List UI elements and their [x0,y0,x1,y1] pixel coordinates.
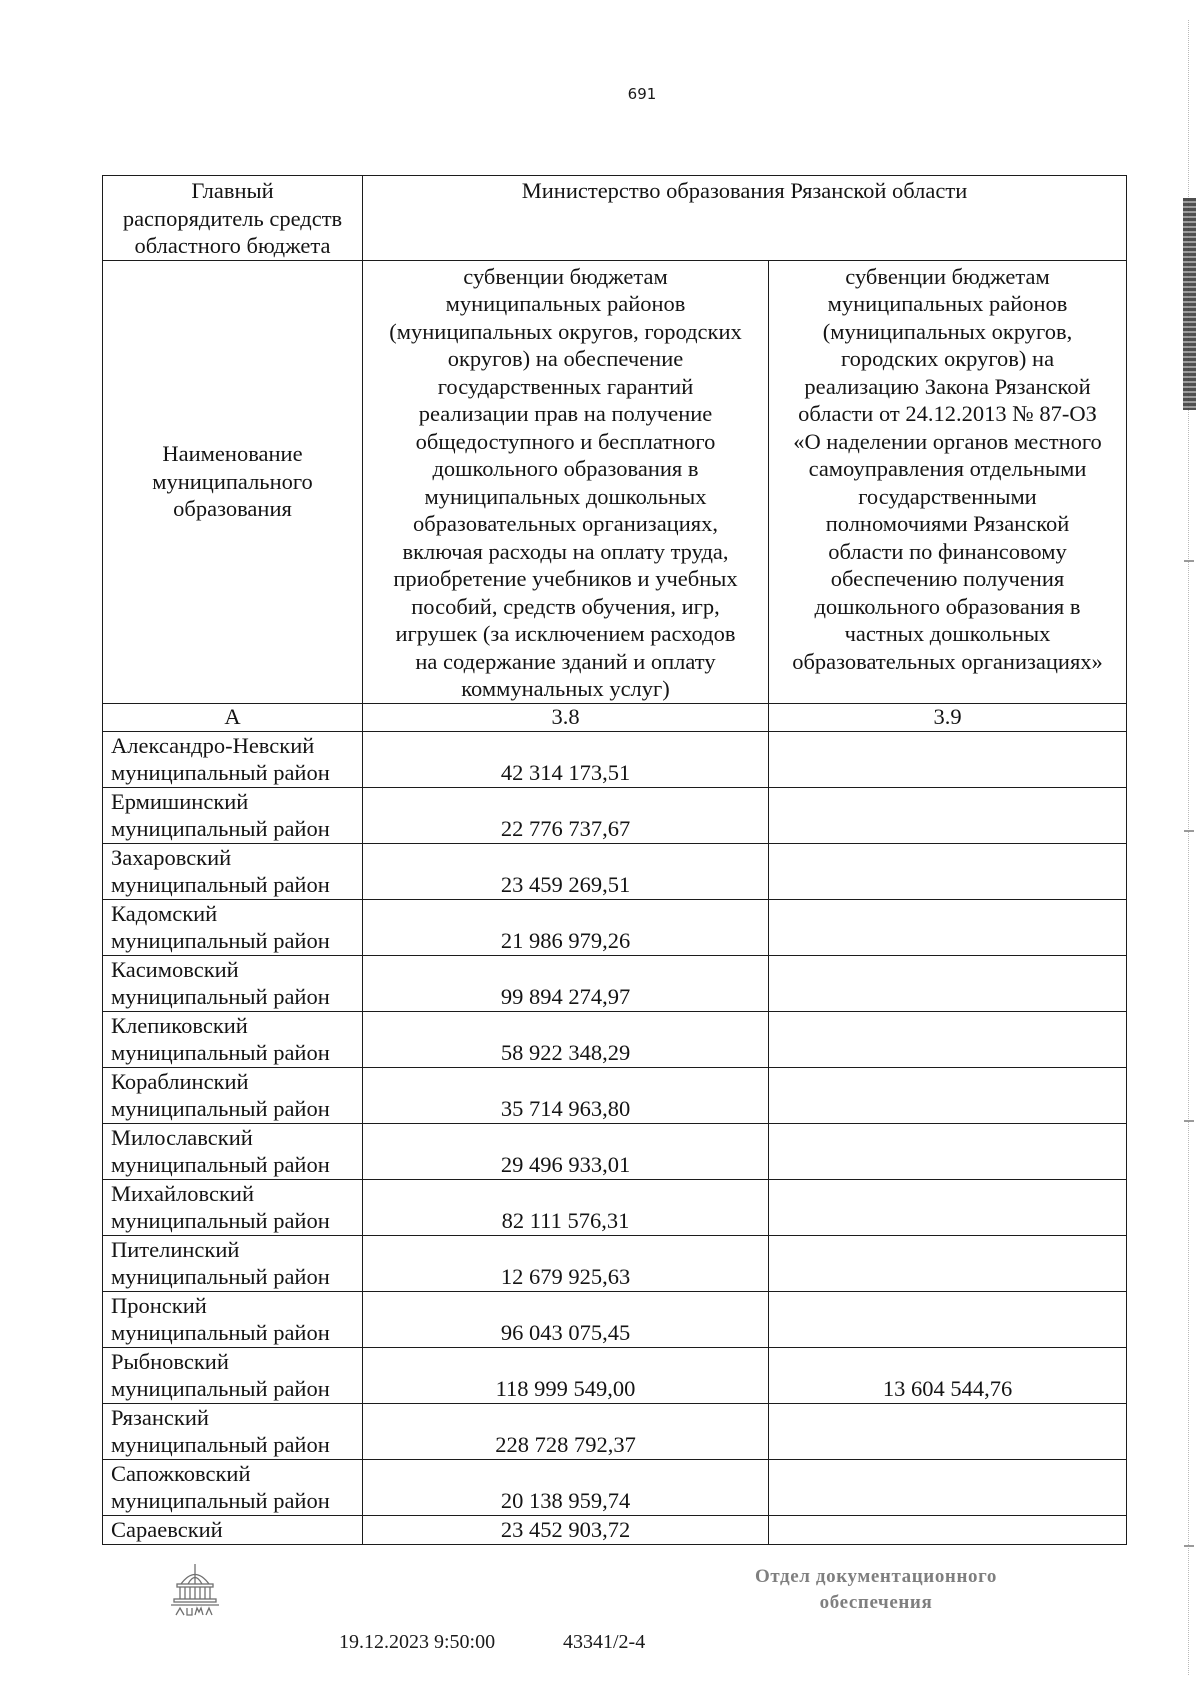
column-3-9-header-line: обеспечению получения [830,566,1065,591]
value-3-9-cell [769,1347,1127,1403]
municipality-name-line: муниципальный район [111,1096,330,1121]
table-row [103,1291,1127,1347]
column-3-9-header-line: области по финансовому [828,538,1067,564]
column-3-9-header-line: дошкольного образования в [814,593,1081,619]
column-3-9-header-line: полномочиями Рязанской [825,511,1070,536]
column-3-8-header-line: общедоступного и бесплатного [415,428,716,454]
column-3-8-header-line: пособий, средств обучения, игр, [411,593,720,619]
subvention-table [102,175,1127,1545]
column-3-8-header-line: субвенции бюджетам [463,263,668,289]
value-3-8-cell [363,955,769,1011]
value-3-8: 228 728 792,37 [495,1432,636,1457]
value-3-8-cell [363,787,769,843]
municipality-name-line: Кадомский [111,900,218,926]
column-3-8-header-line: приобретение учебников и учебных [393,566,738,591]
value-3-8: 22 776 737,67 [500,816,631,841]
municipality-name-line: муниципальный район [111,1488,330,1513]
value-3-9-cell [769,1235,1127,1291]
column-code-a: А [103,703,363,731]
column-3-8-header [363,260,769,703]
column-3-9-header-line: государственными [858,483,1037,509]
column-3-9-header-line: (муниципальных округов, [822,318,1073,344]
table-row [103,1347,1127,1403]
value-3-8-cell [363,1403,769,1459]
municipality-name-line: Касимовский [111,956,239,982]
table-row [103,787,1127,843]
value-3-8-cell [363,1291,769,1347]
table-row [103,1123,1127,1179]
value-3-9-cell [769,1123,1127,1179]
value-3-8: 20 138 959,74 [500,1488,631,1513]
scan-edge-mark [1184,1120,1194,1122]
column-3-9-header-line: муниципальных районов [827,291,1068,316]
column-3-9-header-line: субвенции бюджетам [845,263,1050,289]
name-column-header [103,260,363,703]
table-row [103,899,1127,955]
value-3-8-cell [363,1459,769,1515]
municipality-name-line: Пронский [111,1292,207,1318]
table-row [103,1067,1127,1123]
column-3-9-header-line: «О наделении органов местного [793,428,1102,454]
municipality-name-cell [103,1459,363,1515]
value-3-8-cell [363,731,769,787]
column-3-9-header-line: самоуправления отдельными [808,456,1087,481]
municipality-name-line: Сапожковский [111,1460,251,1486]
column-3-9-header-line: городских округов) на [840,346,1055,371]
value-3-8-cell [363,1123,769,1179]
scan-edge-mark [1184,830,1194,832]
municipality-name-line: Михайловский [111,1180,254,1206]
column-header-row [103,260,1127,703]
table-row [103,955,1127,1011]
value-3-9-cell [769,1067,1127,1123]
municipality-name-line: Александро-Невский [111,732,315,758]
name-header-line: муниципального [152,468,313,494]
value-3-9-cell [769,1403,1127,1459]
table-row [103,1403,1127,1459]
municipality-name-line: Клепиковский [111,1012,248,1038]
municipality-name-line: муниципальный район [111,872,330,897]
column-3-9-header-line: реализацию Закона Рязанской [804,373,1091,399]
distributor-value: Министерство образования Рязанской области [521,178,968,203]
column-3-8-header-line: реализации прав на получение [418,401,713,426]
value-3-8: 118 999 549,00 [495,1376,636,1401]
scan-edge-mark [1184,560,1194,562]
department-stamp [730,1564,1022,1616]
distributor-label-line: Главный [191,178,274,203]
municipality-name-line: муниципальный район [111,1040,330,1065]
municipality-name-line: муниципальный район [111,1264,330,1289]
value-3-8: 82 111 576,31 [501,1208,630,1233]
value-3-8: 29 496 933,01 [500,1152,631,1177]
column-3-8-header-line: муниципальных дошкольных [424,483,707,509]
value-3-8: 12 679 925,63 [500,1264,631,1289]
column-3-8-header-line: на содержание зданий и оплату [415,648,716,674]
value-3-8-cell [363,843,769,899]
column-code-3-9: 3.9 [769,703,1127,731]
column-3-8-header-line: коммунальных услуг) [461,676,670,701]
municipality-name-cell [103,1347,363,1403]
column-3-8-header-line: (муниципальных округов, городских [389,318,742,344]
municipality-name-cell [103,1235,363,1291]
municipality-name-line: Сараевский [111,1517,223,1542]
column-code-row [103,703,1127,731]
value-3-9-cell [769,1011,1127,1067]
municipality-name-line: муниципальный район [111,816,330,841]
value-3-9: 13 604 544,76 [882,1376,1013,1401]
municipality-name-line: Рязанский [111,1404,209,1430]
municipality-name-line: Милославский [111,1124,253,1150]
name-header-line: Наименование [162,441,303,467]
table-row [103,1459,1127,1515]
municipality-name-cell [103,955,363,1011]
municipality-name-line: Пителинский [111,1236,240,1262]
value-3-8: 99 894 274,97 [500,984,631,1009]
footer-document-number: 43341/2-4 [563,1631,646,1653]
value-3-8: 21 986 979,26 [500,928,631,953]
value-3-9-cell [769,1459,1127,1515]
municipality-name-line: муниципальный район [111,1432,330,1457]
stamp-line: обеспечения [819,1592,933,1613]
distributor-value-cell [363,176,1127,261]
value-3-9-cell [769,1515,1127,1544]
duma-logo [168,1562,222,1618]
municipality-name-line: муниципальный район [111,1152,330,1177]
value-3-8-cell [363,1347,769,1403]
value-3-9-cell [769,843,1127,899]
column-3-8-header-line: образовательных организациях, [413,511,718,536]
value-3-8: 42 314 173,51 [500,760,631,785]
scan-edge-bar [1183,198,1196,410]
column-3-8-header-line: игрушек (за исключением расходов [395,621,736,646]
municipality-name-line: Захаровский [111,844,232,870]
municipality-name-line: муниципальный район [111,1208,330,1233]
name-header-line: образования [173,496,292,522]
municipality-name-cell [103,1291,363,1347]
table-row [103,1179,1127,1235]
column-3-9-header [769,260,1127,703]
municipality-name-cell [103,843,363,899]
column-3-9-header-line: частных дошкольных [844,621,1051,646]
municipality-name-cell [103,1515,363,1544]
municipality-name-cell [103,731,363,787]
table-row [103,1235,1127,1291]
municipality-name-line: муниципальный район [111,1320,330,1345]
value-3-8-cell [363,1067,769,1123]
municipality-name-line: Кораблинский [111,1068,249,1094]
municipality-name-line: Ермишинский [111,788,249,814]
municipality-name-cell [103,1123,363,1179]
municipality-name-cell [103,1179,363,1235]
value-3-8-cell [363,1011,769,1067]
stamp-line: Отдел документационного [755,1566,997,1587]
municipality-name-cell [103,899,363,955]
value-3-9-cell [769,787,1127,843]
municipality-name-line: муниципальный район [111,928,330,953]
municipality-name-cell [103,1067,363,1123]
footer-timestamp: 19.12.2023 9:50:00 [339,1631,496,1653]
column-3-9-header-line: области от 24.12.2013 № 87-ОЗ [798,401,1097,426]
table-row [103,1515,1127,1544]
distributor-label-line: областного бюджета [134,233,331,258]
value-3-8: 23 459 269,51 [500,872,631,897]
column-3-8-header-line: дошкольного образования в [432,456,699,481]
value-3-9-cell [769,731,1127,787]
value-3-9-cell [769,1291,1127,1347]
municipality-name-line: муниципальный район [111,984,330,1009]
page-number: 691 [627,85,657,103]
municipality-name-cell [103,787,363,843]
column-3-8-header-line: округов) на обеспечение [447,346,684,371]
distributor-label-line: распорядитель средств [122,205,343,231]
table-row [103,731,1127,787]
column-3-8-header-line: муниципальных районов [445,291,686,316]
table-body [103,176,1127,1545]
value-3-8-cell [363,1179,769,1235]
distributor-row [103,176,1127,261]
municipality-name-line: муниципальный район [111,760,330,785]
value-3-8: 35 714 963,80 [500,1096,631,1121]
value-3-8: 96 043 075,45 [500,1320,631,1345]
distributor-label-cell [103,176,363,261]
table-row [103,1011,1127,1067]
scan-edge-mark [1184,1545,1194,1547]
value-3-8-cell [363,1235,769,1291]
value-3-8: 23 452 903,72 [500,1517,631,1542]
column-3-8-header-line: включая расходы на оплату труда, [402,538,729,564]
municipality-name-cell [103,1403,363,1459]
column-3-8-header-line: государственных гарантий [437,373,694,399]
municipality-name-line: муниципальный район [111,1376,330,1401]
value-3-8-cell [363,1515,769,1544]
municipality-name-cell [103,1011,363,1067]
value-3-9-cell [769,1179,1127,1235]
table-row [103,843,1127,899]
municipality-name-line: Рыбновский [111,1348,229,1374]
value-3-8-cell [363,899,769,955]
value-3-8: 58 922 348,29 [500,1040,631,1065]
value-3-9-cell [769,955,1127,1011]
value-3-9-cell [769,899,1127,955]
column-code-3-8: 3.8 [363,703,769,731]
column-3-9-header-line: образовательных организациях» [792,648,1103,674]
